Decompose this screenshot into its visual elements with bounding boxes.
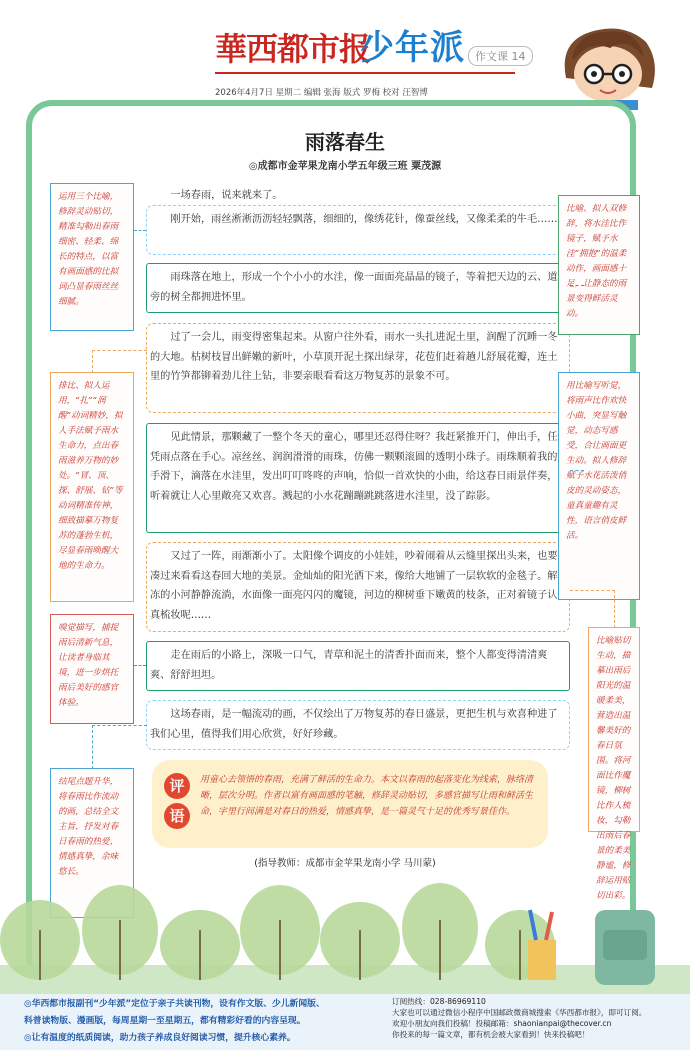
paragraph-5: 见此情景，那颗藏了一整个冬天的童心，哪里还忍得住呀？我赶紧推开门，伸出手，任凭雨点落在手心。凉丝丝、润润滑滑的雨珠，仿佛一颗颗滚圆的透明小珠子。雨珠顺着我的手滑下，滴落在水洼里，发出叮叮咚咚的声响，恰似一首欢快的小曲，给这春日雨景伴奏，听着就让人心里敞亮又欢喜。溅起的小水花蹦蹦跳跳落进水洼里，没了踪影。: [150, 432, 558, 502]
paragraph-2: 刚开始，雨丝淅淅沥沥轻轻飘落，细细的，像绣花针，像蚕丝线，又像柔柔的牛毛……: [170, 214, 558, 225]
paragraph-4: 过了一会儿，雨变得密集起来。从窗户往外看，雨水一头扎进泥土里，润醒了沉睡一冬的大地。枯树枝冒出鲜嫩的新叶，小草顶开泥土探出绿芽，花苞们赶着趟儿舒展花瓣，连土里的竹笋都铆着劲儿往上钻，非要亲眼看看这万物复苏的景象不可。: [150, 332, 558, 382]
spring-trees-illustration: [0, 870, 690, 995]
article-author: ◎成都市金苹果龙南小学五年级三班 粟茂源: [248, 161, 442, 172]
subscription-hotline: 订阅热线：028-86969110: [392, 997, 486, 1006]
footer-contact: [392, 996, 682, 1040]
paragraph-7: 走在雨后的小路上，深吸一口气，青草和泥土的清香扑面而来，整个人都变得清清爽爽、舒舒坦坦。: [150, 650, 548, 681]
annotation-note-1: 运用三个比喻，修辞灵动贴切，精准勾勒出春雨细密、轻柔、绵长的特点，以富有画面感的比拟词凸显春雨丝丝细腻。: [50, 183, 134, 331]
connector-line: [570, 590, 615, 628]
connector-line: [134, 230, 146, 231]
footer-intro-line: ◎华西都市报副刊“少年派”定位于亲子共读刊物，设有作文版、少儿新闻版、: [24, 999, 325, 1009]
annotation-note-4: 用比喻写听觉，将雨声比作欢快小曲，突显写触觉，动态写感受，合让画面更生动。拟人修辞赋予水花活泼俏皮的灵动姿态，童真童趣有灵性，语言俏皮鲜活。: [558, 372, 640, 600]
dateline: 2026年4月7日 星期二 编辑 张海 版式 罗梅 校对 汪智博: [215, 88, 428, 98]
review-badge-yu: 语: [164, 803, 190, 829]
connector-line: [570, 470, 584, 471]
section-name: 少年派: [360, 28, 465, 68]
submission-email[interactable]: 欢迎小朋友向我们投稿！投稿邮箱：shaonianpai@thecover.cn: [392, 1019, 612, 1028]
footer-intro-line: ◎让有温度的纸质阅读，助力孩子养成良好阅读习惯，提升核心素养。: [24, 1033, 296, 1043]
header-rule: [215, 72, 515, 74]
submission-call: 你投来的每一篇文章，都有机会被大家看到！快来投稿吧！: [392, 1030, 590, 1039]
annotation-note-5: 嗅觉描写，捕捉雨后清新气息，让读者身临其境，进一步烘托雨后美好的感官体验。: [50, 614, 134, 724]
annotation-note-7: 结尾点题升华，将春雨比作流动的画，总结全文主旨，抒发对春日春雨的热爱，情感真挚，余味悠长。: [50, 768, 134, 918]
paragraph-8: 这场春雨，是一幅流动的画，不仅绘出了万物复苏的春日盛景，更把生机与欢喜种进了我们心里，值得我们用心欣赏，好好珍藏。: [150, 709, 558, 740]
cartoon-kid-illustration: [548, 18, 668, 110]
connector-line: [570, 285, 584, 286]
annotation-note-3: 排比、拟人运用，“扎”“润醒”动词精妙，拟人手法赋予雨水生命力，点出春雨滋养万物的妙处。“冒、顶、探、舒展、钻”等动词精准传神，细致描摹万物复苏的蓬勃生机，尽显春雨唤醒大地的生命力。: [50, 372, 134, 602]
annotation-note-2: 比喻、拟人双修辞，将水洼比作镜子，赋予水洼“拥抱”的温柔动作，画面感十足，让静态的雨景变得鲜活灵动。: [558, 195, 640, 335]
newspaper-brand: 華西都市报: [215, 30, 371, 68]
connector-line: [92, 350, 147, 373]
paragraph-6: 又过了一阵，雨渐渐小了。太阳像个调皮的小娃娃，吵着闹着从云缝里探出头来，也要凑过来看看这春回大地的美景。金灿灿的阳光洒下来，像给大地铺了一层软软的金毯子。解冻的小河静静流淌，水面像一面亮闪闪的魔镜，河边的柳树垂下嫩黄的枝条，正对着镜子认真梳妆呢……: [150, 551, 558, 621]
article-title: 雨落春生: [305, 130, 385, 154]
subscription-note: 大家也可以通过微信小程序中国邮政微商城搜索《华西都市报》，即可订阅。: [392, 1008, 647, 1017]
paragraph-3: 雨珠落在地上，形成一个个小小的水洼，像一面面亮晶晶的镜子，等着把天边的云、道旁的树全都拥进怀里。: [150, 272, 558, 303]
footer-intro-line: 科普读物版、漫画版，每周星期一至星期五，都有精彩好看的内容呈现。: [24, 1016, 306, 1026]
review-badge-ping: 评: [164, 773, 190, 799]
connector-line: [92, 725, 147, 769]
footer-intro: [24, 996, 384, 1047]
annotation-note-6: 比喻贴切生动，描摹出雨后阳光的温暖柔美，营造出温馨美好的春日氛围。将河面比作魔镜，柳树比作人梳妆，勾勒出雨后春景的柔美静谧，修辞运用贴切出彩。: [588, 627, 640, 832]
connector-line: [134, 665, 146, 666]
review-text: 用童心去领悟的春雨，充满了鲜活的生命力。本文以春雨的起落变化为线索，脉络清晰，层次分明。作者以富有画面感的笔触，修辞灵动贴切，多感官描写让雨和鲜活生命，字里行间满是对春日的热爱，情感真挚，是一篇灵气十足的优秀写景佳作。: [200, 775, 534, 817]
section-tag: 作文课 14: [468, 46, 533, 66]
teacher-credit: (指导教师：成都市金苹果龙南小学 马川蒙): [254, 858, 436, 869]
paragraph-1: 一场春雨，说来就来了。: [170, 190, 283, 201]
